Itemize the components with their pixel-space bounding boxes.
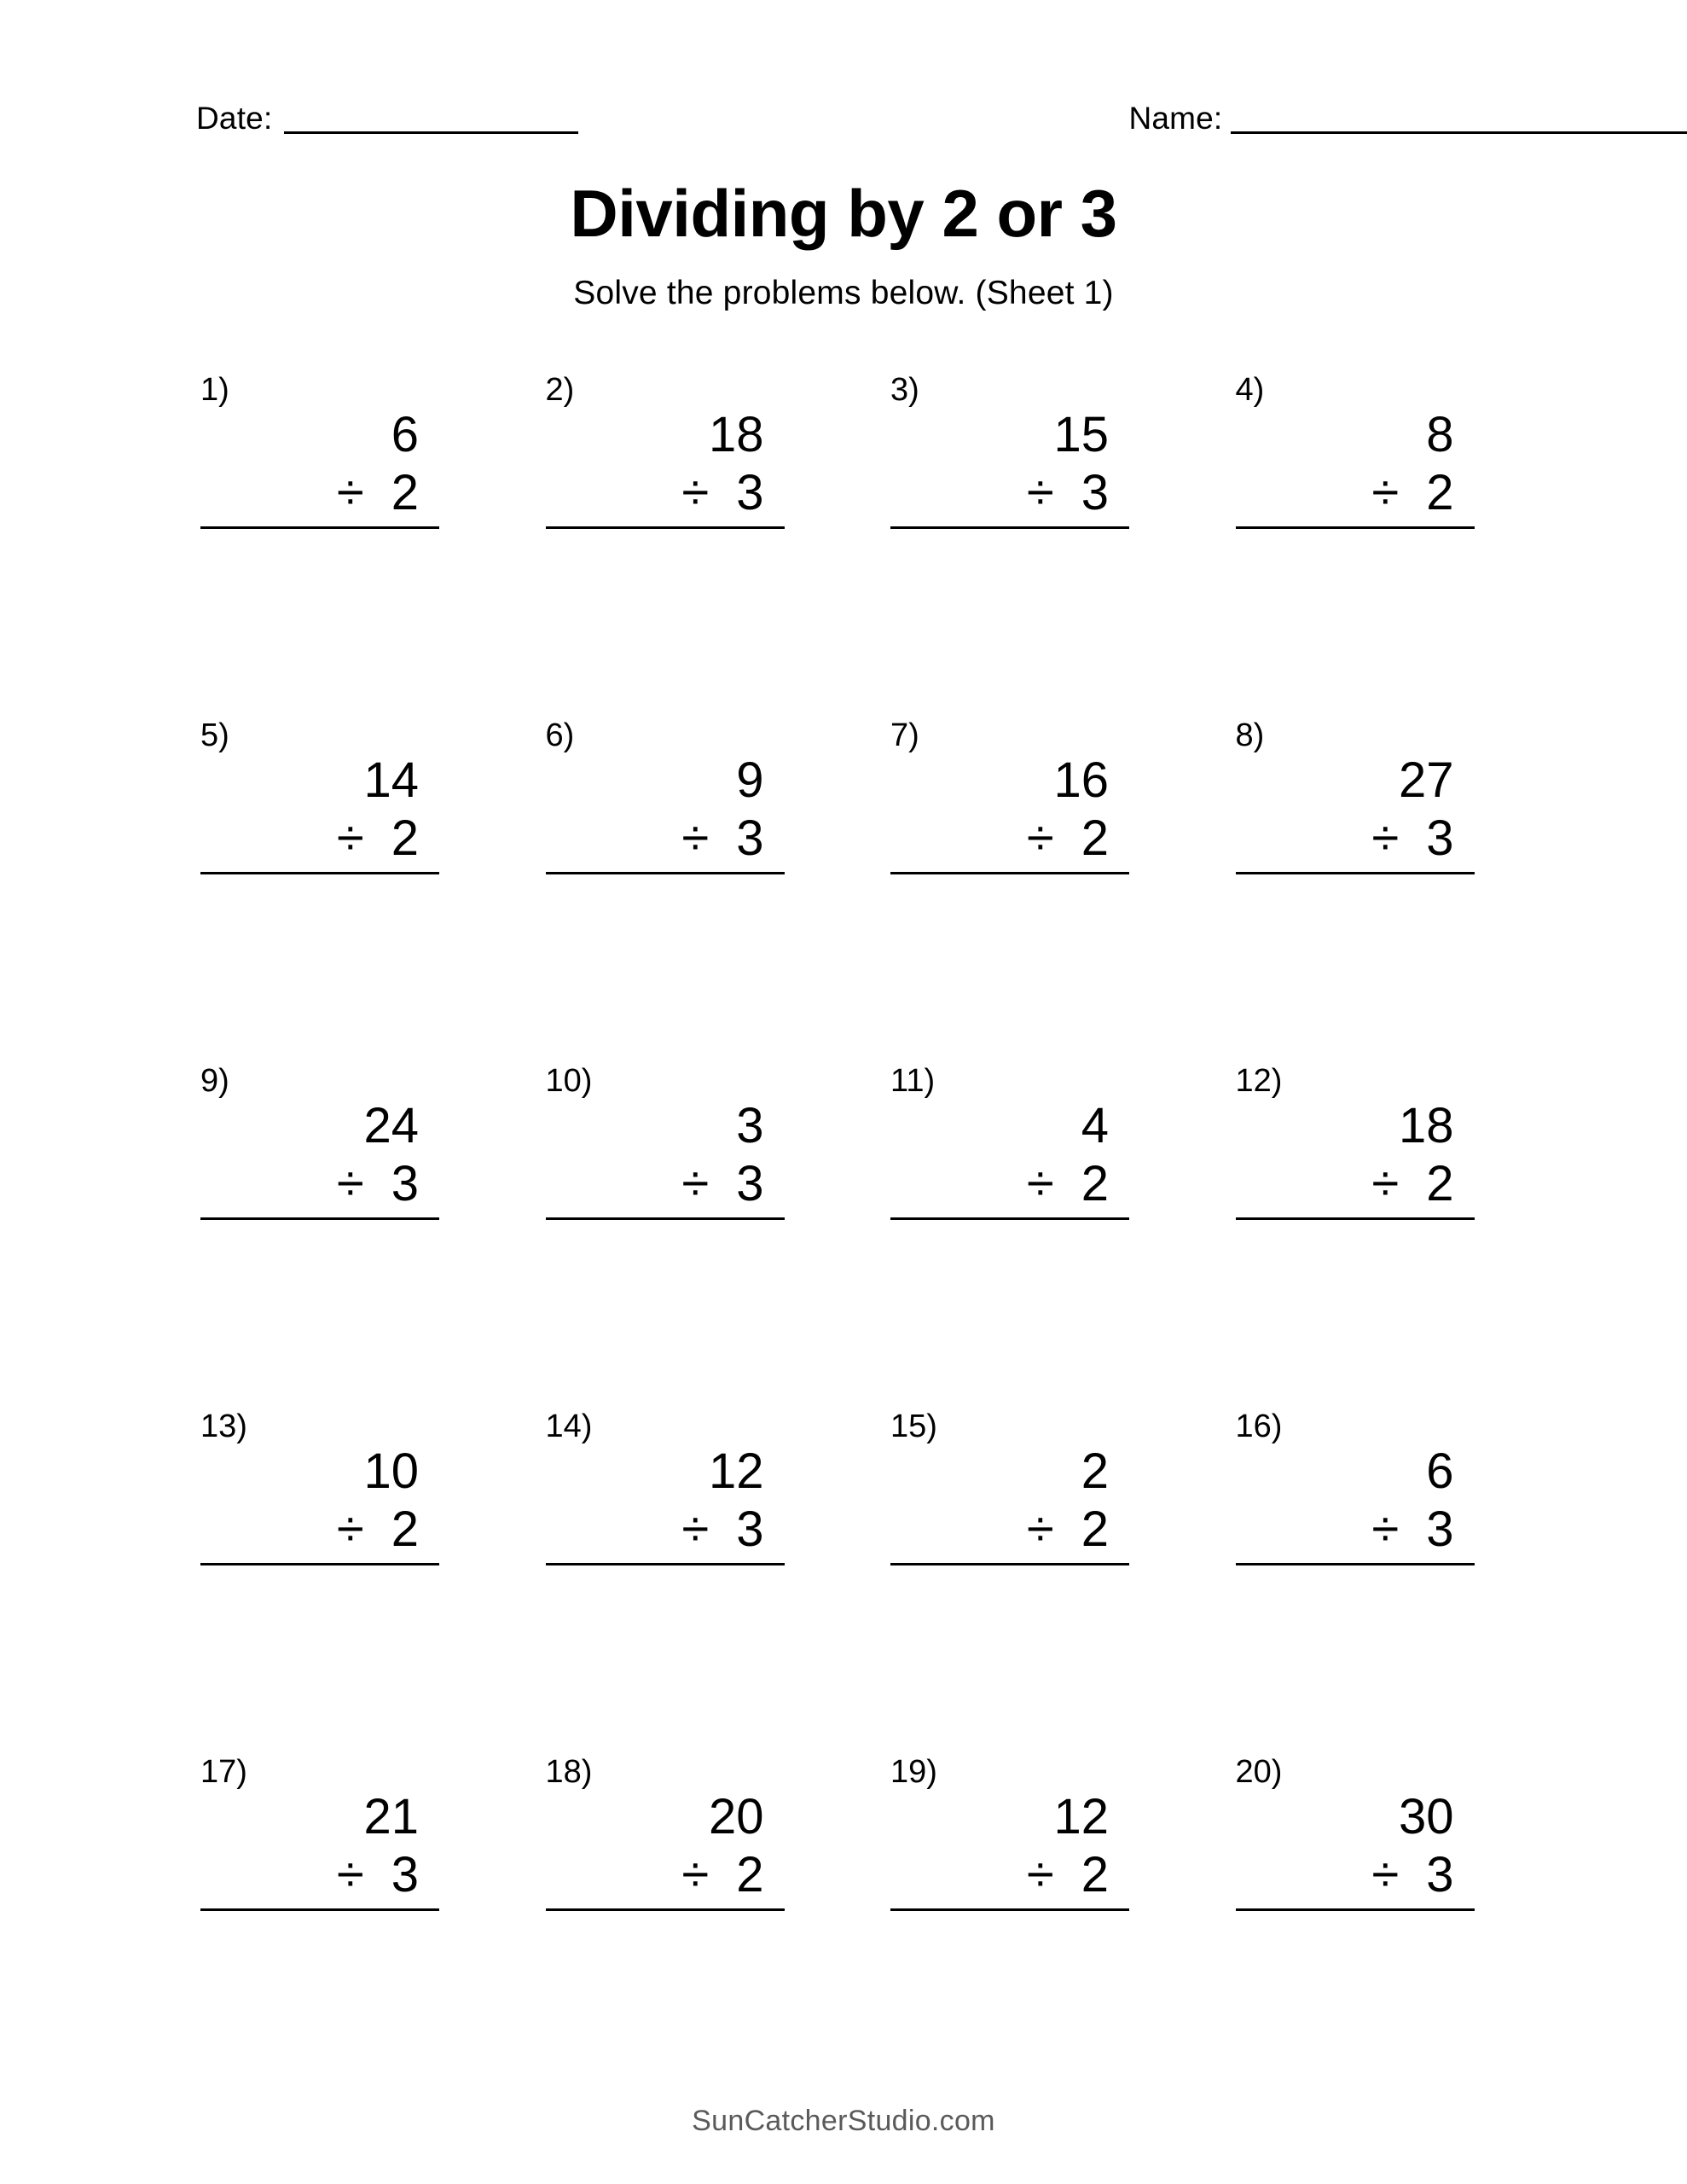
problem-expression [1236,406,1475,623]
answer-blank[interactable] [200,1220,439,1314]
dividend-value: 8 [1426,407,1454,462]
dividend-value: 18 [708,407,764,462]
answer-blank[interactable] [546,1565,785,1659]
divisor-row [546,1501,785,1565]
problem-number: 7) [890,717,919,753]
problem-number: 14) [545,1409,593,1444]
problem-number: 18) [545,1754,593,1790]
problem-number: 5) [200,717,229,753]
division-sign-icon: ÷ [681,465,710,521]
problem-item [499,1065,844,1338]
dividend-value: 16 [1053,752,1109,808]
problem-item [499,1410,844,1683]
divisor-row [546,1155,785,1219]
problem-expression [1236,1443,1475,1659]
divisor-row [1236,1155,1475,1219]
problem-number: 1) [200,372,229,408]
problem-item [499,374,844,647]
divisor-value: 2 [1426,465,1454,521]
problems-grid [0,374,1687,2029]
problem-number: 6) [545,717,575,753]
divisor-value: 3 [391,1156,419,1212]
dividend-value: 21 [363,1789,419,1844]
divisor-row [200,1155,439,1219]
problem-expression [546,406,785,623]
divisor-row [200,464,439,528]
answer-blank[interactable] [890,1911,1129,2005]
problem-expression [546,752,785,968]
division-sign-icon: ÷ [1026,810,1054,867]
divisor-value: 2 [391,465,419,521]
divisor-value: 2 [391,810,419,867]
divisor-value: 3 [736,1502,764,1558]
problem-expression [200,1788,439,2005]
problem-number: 2) [545,372,575,408]
divisor-value: 2 [736,1847,764,1903]
divisor-value: 3 [1426,1847,1454,1903]
answer-blank[interactable] [546,1220,785,1314]
answer-blank[interactable] [200,874,439,968]
dividend-value: 12 [708,1443,764,1499]
problem-item [499,719,844,992]
divisor-value: 2 [1081,1502,1109,1558]
problem-number: 4) [1235,372,1265,408]
answer-blank[interactable] [890,1565,1129,1659]
division-sign-icon: ÷ [1371,465,1400,521]
dividend-value: 27 [1398,752,1454,808]
problem-item [844,719,1189,992]
problem-expression [1236,752,1475,968]
divisor-row [1236,1846,1475,1910]
problem-expression [890,1443,1129,1659]
divisor-row [1236,464,1475,528]
answer-blank[interactable] [1236,874,1475,968]
division-sign-icon: ÷ [681,1502,710,1558]
answer-blank[interactable] [200,1565,439,1659]
answer-blank[interactable] [1236,1911,1475,2005]
problem-number: 20) [1235,1754,1283,1790]
divisor-row [890,810,1129,874]
answer-blank[interactable] [1236,1220,1475,1314]
problem-expression [200,752,439,968]
dividend-value: 30 [1398,1789,1454,1844]
problem-item [499,1756,844,2029]
dividend-value: 6 [391,407,419,462]
problem-number: 11) [890,1063,936,1099]
problem-item [844,1065,1189,1338]
dividend-value: 10 [363,1443,419,1499]
division-sign-icon: ÷ [1026,1847,1054,1903]
answer-blank[interactable] [1236,529,1475,623]
divisor-row [200,810,439,874]
division-sign-icon: ÷ [336,1847,364,1903]
answer-blank[interactable] [200,1911,439,2005]
problem-number: 9) [200,1063,229,1099]
problem-number: 17) [200,1754,247,1790]
problem-number: 12) [1235,1063,1283,1099]
problem-item [154,374,499,647]
divisor-value: 2 [1426,1156,1454,1212]
problem-expression [1236,1097,1475,1314]
date-field[interactable] [196,102,578,134]
dividend-value: 12 [1053,1789,1109,1844]
divisor-row [890,464,1129,528]
divisor-row [890,1155,1129,1219]
divisor-row [546,464,785,528]
date-label: Date: [196,101,273,136]
dividend-value: 2 [1081,1443,1109,1499]
problem-item [844,1756,1189,2029]
divisor-row [1236,810,1475,874]
problem-expression [890,1788,1129,2005]
problem-item [844,374,1189,647]
problem-item [844,1410,1189,1683]
problem-number: 8) [1235,717,1265,753]
problem-expression [200,406,439,623]
divisor-row [546,810,785,874]
problem-number: 15) [890,1409,937,1444]
divisor-value: 2 [1081,1156,1109,1212]
division-sign-icon: ÷ [1371,810,1400,867]
answer-blank[interactable] [890,529,1129,623]
division-sign-icon: ÷ [336,465,364,521]
dividend-value: 6 [1426,1443,1454,1499]
division-sign-icon: ÷ [681,1847,710,1903]
divisor-value: 2 [391,1502,419,1558]
problem-number: 3) [890,372,919,408]
date-write-line[interactable] [284,109,578,134]
division-sign-icon: ÷ [1026,1156,1054,1212]
name-field[interactable] [1128,102,1687,134]
problem-item [1189,1410,1534,1683]
problem-expression [890,406,1129,623]
answer-blank[interactable] [890,874,1129,968]
division-sign-icon: ÷ [336,1156,364,1212]
page-subtitle: Solve the problems below. (Sheet 1) [573,275,1114,311]
dividend-value: 3 [736,1098,764,1153]
problem-item [154,1065,499,1338]
problem-item [1189,719,1534,992]
problem-expression [546,1788,785,2005]
problem-expression [546,1097,785,1314]
worksheet-header [0,0,1687,134]
problem-expression [546,1443,785,1659]
division-sign-icon: ÷ [1026,1502,1054,1558]
problem-expression [890,1097,1129,1314]
division-sign-icon: ÷ [336,1502,364,1558]
division-sign-icon: ÷ [1371,1847,1400,1903]
problem-item [154,719,499,992]
divisor-row [200,1501,439,1565]
dividend-value: 24 [363,1098,419,1153]
divisor-row [546,1846,785,1910]
divisor-value: 3 [736,465,764,521]
answer-blank[interactable] [546,1911,785,2005]
name-write-line[interactable] [1231,109,1687,134]
problem-number: 16) [1235,1409,1283,1444]
dividend-value: 9 [736,752,764,808]
division-sign-icon: ÷ [681,810,710,867]
problem-item [154,1410,499,1683]
division-sign-icon: ÷ [681,1156,710,1212]
divisor-row [1236,1501,1475,1565]
answer-blank[interactable] [546,874,785,968]
answer-blank[interactable] [890,1220,1129,1314]
divisor-value: 3 [1081,465,1109,521]
division-sign-icon: ÷ [1371,1502,1400,1558]
problem-item [1189,1065,1534,1338]
problem-expression [200,1097,439,1314]
problem-item [1189,1756,1534,2029]
page-title: Dividing by 2 or 3 [570,176,1117,251]
answer-blank[interactable] [546,529,785,623]
divisor-row [890,1501,1129,1565]
divisor-row [890,1846,1129,1910]
divisor-value: 3 [736,1156,764,1212]
divisor-value: 3 [1426,810,1454,867]
dividend-value: 20 [708,1789,764,1844]
division-sign-icon: ÷ [1371,1156,1400,1212]
problem-expression [200,1443,439,1659]
divisor-value: 2 [1081,810,1109,867]
division-sign-icon: ÷ [336,810,364,867]
divisor-row [200,1846,439,1910]
divisor-value: 3 [1426,1502,1454,1558]
divisor-value: 2 [1081,1847,1109,1903]
problem-number: 10) [545,1063,593,1099]
footer-credit: SunCatcherStudio.com [692,2105,995,2137]
problem-expression [890,752,1129,968]
problem-item [1189,374,1534,647]
name-label: Name: [1128,101,1223,136]
answer-blank[interactable] [200,529,439,623]
problem-item [154,1756,499,2029]
dividend-value: 4 [1081,1098,1109,1153]
divisor-value: 3 [391,1847,419,1903]
division-sign-icon: ÷ [1026,465,1054,521]
problem-number: 13) [200,1409,247,1444]
divisor-value: 3 [736,810,764,867]
problem-expression [1236,1788,1475,2005]
dividend-value: 18 [1398,1098,1454,1153]
dividend-value: 14 [363,752,419,808]
dividend-value: 15 [1053,407,1109,462]
answer-blank[interactable] [1236,1565,1475,1659]
problem-number: 19) [890,1754,937,1790]
